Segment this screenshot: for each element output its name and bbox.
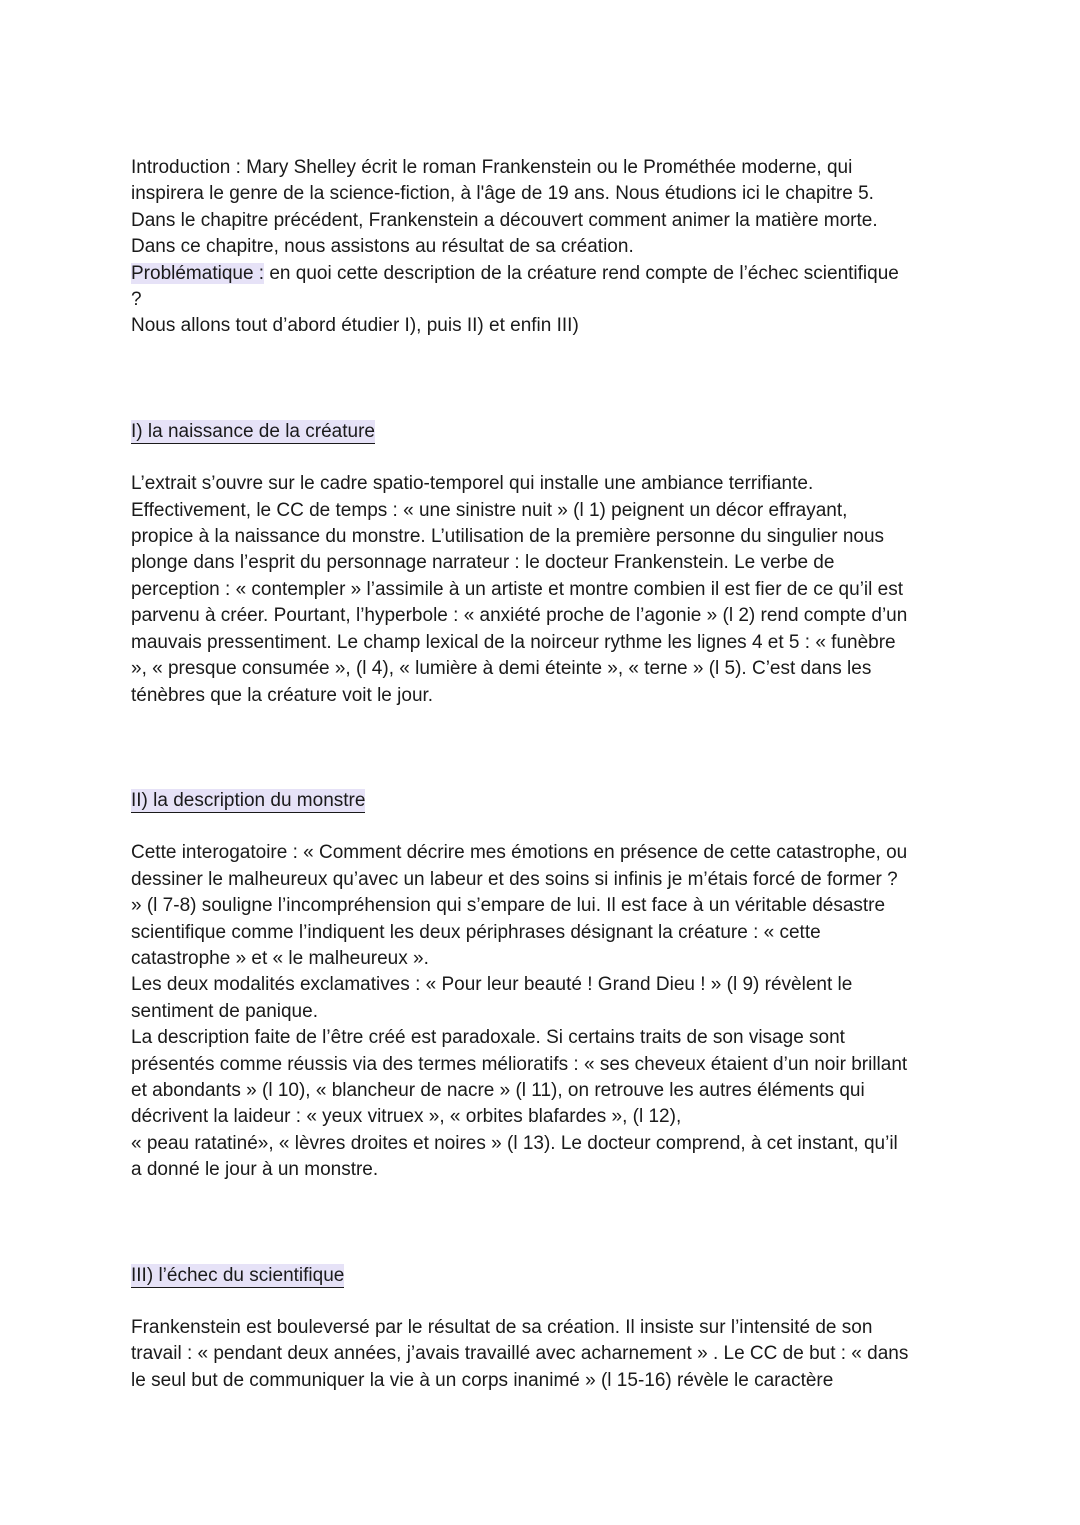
paragraph-line: scientifique comme l’indiquent les deux périphrases désignant la créature : « cette <box>131 921 821 943</box>
paragraph-line: dessiner le malheureux qu’avec un labeur et des soins si infinis je m’étais forcé de former ? <box>131 868 898 890</box>
paragraph-line: Cette interogatoire : « Comment décrire mes émotions en présence de cette catastrophe, ou <box>131 842 908 864</box>
section-1-heading: I) la naissance de la créature <box>131 420 375 442</box>
paragraph-line: parvenu à créer. Pourtant, l’hyperbole : « anxiété proche de l’agonie » (l 2) rend compte d’un <box>131 605 908 627</box>
paragraph-line: », « presque consumée », (l 4), « lumière à demi éteinte », « terne » (l 5). C’est dans les <box>131 658 872 680</box>
paragraph-line: « peau ratatiné», « lèvres droites et noires » (l 13). Le docteur comprend, à cet instant, qu’il <box>131 1132 898 1154</box>
paragraph-line: Introduction : Mary Shelley écrit le roman Frankenstein ou le Prométhée moderne, qui <box>131 157 853 178</box>
introduction <box>131 155 951 340</box>
paragraph-line: Effectivement, le CC de temps : « une sinistre nuit » (l 1) peignent un décor effrayant, <box>131 499 848 521</box>
paragraph-line: propice à la naissance du monstre. L’utilisation de la première personne du singulier nous <box>131 526 885 548</box>
paragraph-line: » (l 7-8) souligne l’incompréhension qui s’empare de lui. Il est face à un véritable désastre <box>131 895 886 917</box>
paragraph-line: catastrophe » et « le malheureux ». <box>131 947 429 969</box>
paragraph-line: L’extrait s’ouvre sur le cadre spatio-temporel qui installe une ambiance terrifiante. <box>131 473 814 495</box>
paragraph-line: le seul but de communiquer la vie à un corps inanimé » (l 15-16) révèle le caractère <box>131 1369 834 1391</box>
paragraph-line: ténèbres que la créature voit le jour. <box>131 684 434 706</box>
plan-line: Nous allons tout d’abord étudier I), puis II) et enfin III) <box>131 315 579 337</box>
document-page <box>131 155 951 1394</box>
paragraph-line: présentés comme réussis via des termes mélioratifs : « ses cheveux étaient d’un noir brillant <box>131 1053 908 1075</box>
paragraph-line: travail : « pendant deux années, j’avais travaillé avec acharnement » . Le CC de but : « dans <box>131 1343 909 1365</box>
paragraph-line: Frankenstein est bouleversé par le résultat de sa création. Il insiste sur l’intensité de son <box>131 1317 873 1338</box>
paragraph-line: Les deux modalités exclamatives : « Pour leur beauté ! Grand Dieu ! » (l 9) révèlent le <box>131 974 853 996</box>
section-3-heading: III) l’échec du scientifique <box>131 1264 345 1286</box>
section-1 <box>131 419 951 709</box>
paragraph-line: mauvais pressentiment. Le champ lexical de la noirceur rythme les lignes 4 et 5 : « funèbre <box>131 631 896 653</box>
section-2 <box>131 788 951 1184</box>
problematique-end: ? <box>131 289 142 311</box>
paragraph-line: Dans ce chapitre, nous assistons au résultat de sa création. <box>131 236 634 258</box>
problematique-line <box>131 261 951 287</box>
paragraph-line: Dans le chapitre précédent, Frankenstein a découvert comment animer la matière morte. <box>131 209 878 231</box>
section-3 <box>131 1263 951 1395</box>
paragraph-line: sentiment de panique. <box>131 1000 318 1022</box>
paragraph-line: plonge dans l’esprit du personnage narrateur : le docteur Frankenstein. Le verbe de <box>131 552 835 574</box>
section-2-heading: II) la description du monstre <box>131 789 366 811</box>
paragraph-line: et abondants » (l 10), « blancheur de nacre » (l 11), on retrouve les autres éléments qui <box>131 1079 865 1101</box>
paragraph-line: La description faite de l’être créé est paradoxale. Si certains traits de son visage sont <box>131 1027 845 1049</box>
paragraph-line: perception : « contempler » l’assimile à un artiste et montre combien il est fier de ce qu’il est <box>131 578 903 600</box>
paragraph-line: inspirera le genre de la science-fiction, à l'âge de 19 ans. Nous étudions ici le chapitre 5. <box>131 183 874 205</box>
paragraph-line: a donné le jour à un monstre. <box>131 1159 379 1181</box>
paragraph-line: décrivent la laideur : « yeux vitruex », « orbites blafardes », (l 12), <box>131 1106 682 1128</box>
problematique-label: Problématique : <box>131 262 265 284</box>
problematique-text: en quoi cette description de la créature rend compte de l’échec scientifique <box>264 262 899 284</box>
